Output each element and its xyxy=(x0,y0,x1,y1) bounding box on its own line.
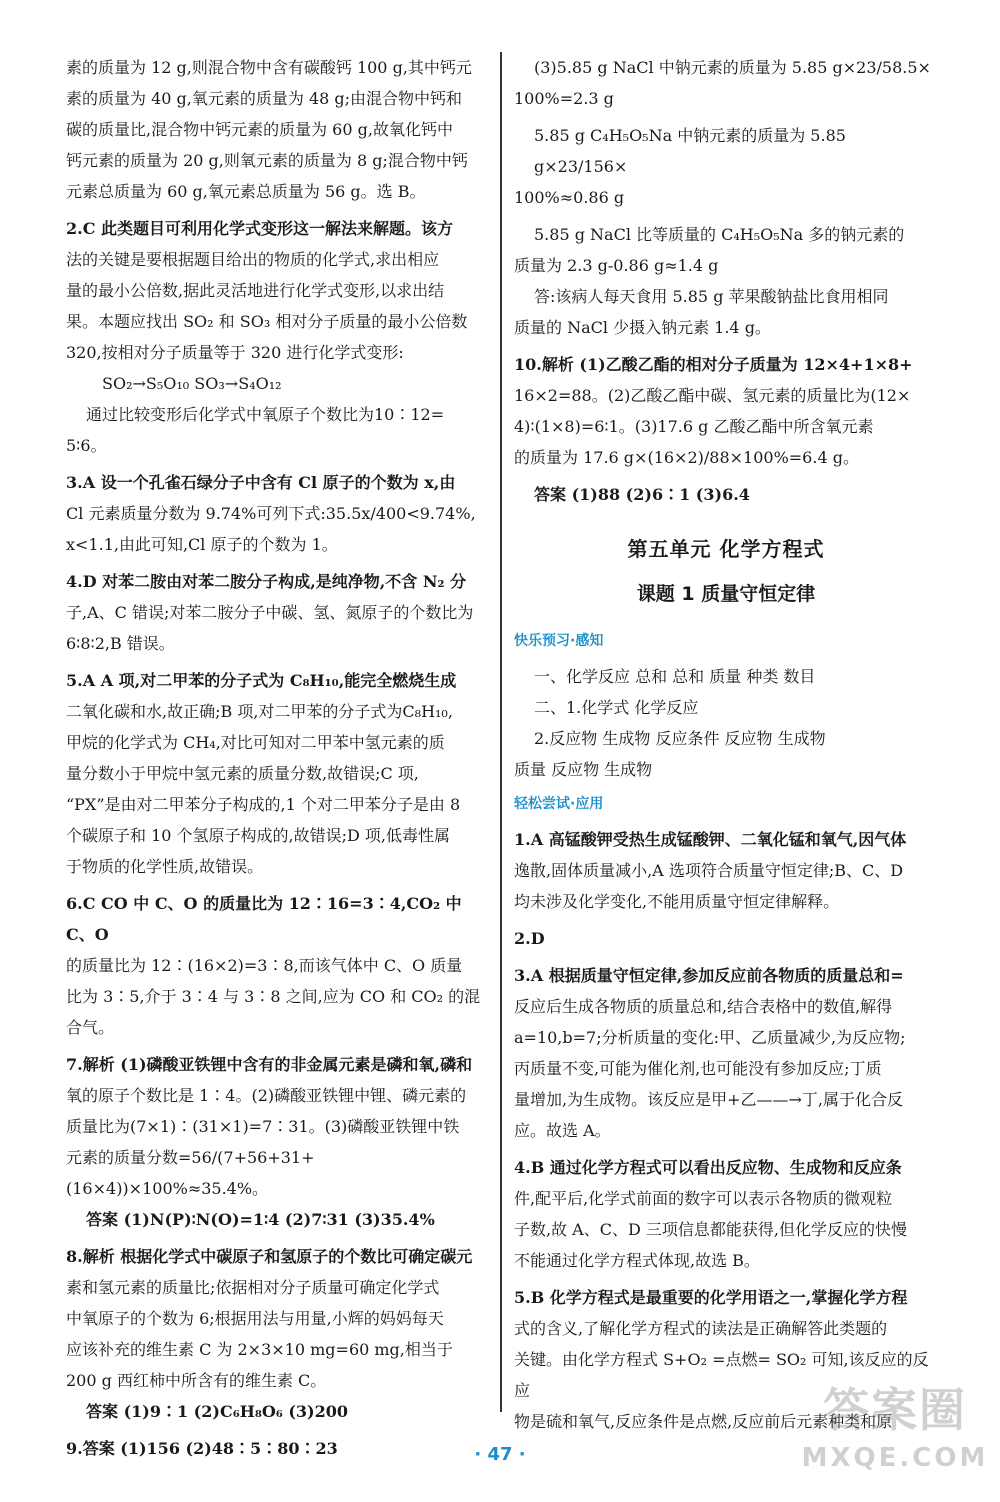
text-line: 元素的质量分数=56/(7+56+31+(16×4))×100%≈35.4%。 xyxy=(66,1148,315,1198)
right-column xyxy=(514,52,938,1437)
watermark-text: 答案圈 xyxy=(823,1383,967,1437)
text-line: 钙元素的质量为 20 g,则氧元素的质量为 8 g;混合物中钙 xyxy=(66,151,468,170)
left-column xyxy=(66,52,488,1464)
text-line: 素的质量为 12 g,则混合物中含有碳酸钙 100 g,其中钙元 xyxy=(66,58,472,77)
text-line: Cl 元素质量分数为 9.74%可列下式:35.5x/400<9.74%, xyxy=(66,504,476,523)
text-line: 果。本题应找出 SO₂ 和 SO₃ 相对分子质量的最小公倍数 xyxy=(66,312,468,331)
text-line: 件,配平后,化学式前面的数字可以表示各物质的微观粒 xyxy=(514,1189,893,1208)
question-8: 8.解析 根据化学式中碳原子和氢原子的个数比可确定碳元 xyxy=(66,1247,473,1266)
text-line: 元素总质量为 60 g,氧元素总质量为 56 g。选 B。 xyxy=(66,182,426,201)
answer-10: 答案 (1)88 (2)6∶1 (3)6.4 xyxy=(534,485,750,504)
text-line: 均未涉及化学变化,不能用质量守恒定律解释。 xyxy=(514,892,840,911)
text-line: 甲烷的化学式为 CH₄,对比可知对二甲苯中氢元素的质 xyxy=(66,733,445,752)
text-line: 质量的 NaCl 少摄入钠元素 1.4 g。 xyxy=(514,318,771,337)
text-line: 的质量比为 12∶(16×2)=3∶8,而该气体中 C、O 质量 xyxy=(66,956,463,975)
text-line: 量的最小公倍数,据此灵活地进行化学式变形,以求出结 xyxy=(66,281,445,300)
formula-line: SO₂→S₅O₁₀ SO₃→S₄O₁₂ xyxy=(102,374,282,393)
text-line: x<1.1,由此可知,Cl 原子的个数为 1。 xyxy=(66,535,338,554)
question-6: 6.C CO 中 C、O 的质量比为 12∶16=3∶4,CO₂ 中 C、O xyxy=(66,894,462,944)
text-line: “PX”是由对二甲苯分子构成的,1 个对二甲苯分子是由 8 xyxy=(66,795,461,814)
text-line: 碳的质量比,混合物中钙元素的质量为 60 g,故氧化钙中 xyxy=(66,120,453,139)
question-3: 3.A 设一个孔雀石绿分子中含有 Cl 原子的个数为 x,由 xyxy=(66,473,456,492)
question-5: 5.A A 项,对二甲苯的分子式为 C₈H₁₀,能完全燃烧生成 xyxy=(66,671,457,690)
text-line: 二、1.化学式 化学反应 xyxy=(534,698,699,717)
text-line: 质量为 2.3 g-0.86 g≈1.4 g xyxy=(514,256,719,275)
section-heading-preview: 快乐预习·感知 xyxy=(514,633,604,649)
question-3: 3.A 根据质量守恒定律,参加反应前各物质的质量总和= xyxy=(514,966,904,985)
text-line: 100%=2.3 g xyxy=(514,89,614,108)
text-line: 5∶6。 xyxy=(66,436,107,455)
question-9: 9.答案 (1)156 (2)48∶5∶80∶23 xyxy=(66,1439,338,1458)
question-10: 10.解析 (1)乙酸乙酯的相对分子质量为 12×4+1×8+ xyxy=(514,355,913,374)
text-line: 4)∶(1×8)=6∶1。(3)17.6 g 乙酸乙酯中所含氧元素 xyxy=(514,417,874,436)
text-line: 的质量为 17.6 g×(16×2)/88×100%=6.4 g。 xyxy=(514,448,859,467)
text-line: 式的含义,了解化学方程式的读法是正确解答此类题的 xyxy=(514,1319,888,1338)
text-line: 量增加,为生成物。该反应是甲+乙——→丁,属于化合反 xyxy=(514,1090,903,1109)
text-line: 一、化学反应 总和 总和 质量 种类 数目 xyxy=(534,667,816,686)
text-line: 16×2=88。(2)乙酸乙酯中碳、氢元素的质量比为(12× xyxy=(514,386,911,405)
text-line: 320,按相对分子质量等于 320 进行化学式变形: xyxy=(66,343,404,362)
question-1: 1.A 高锰酸钾受热生成锰酸钾、二氧化锰和氧气,因气体 xyxy=(514,830,907,849)
question-7: 7.解析 (1)磷酸亚铁锂中含有的非金属元素是磷和氧,磷和 xyxy=(66,1055,473,1074)
text-line: 物是硫和氧气,反应条件是点燃,反应前后元素种类和原 xyxy=(514,1412,893,1431)
text-line: 通过比较变形后化学式中氧原子个数比为10∶12= xyxy=(86,405,445,424)
text-line: 素的质量为 40 g,氧元素的质量为 48 g;由混合物中钙和 xyxy=(66,89,463,108)
text-line: 6∶8∶2,B 错误。 xyxy=(66,634,175,653)
text-line: 子,A、C 错误;对苯二胺分子中碳、氢、氮原子的个数比为 xyxy=(66,603,474,622)
text-line: 应。故选 A。 xyxy=(514,1121,611,1140)
text-line: 比为 3∶5,介于 3∶4 与 3∶8 之间,应为 CO 和 CO₂ 的混 xyxy=(66,987,481,1006)
page-number: · 47 · xyxy=(474,1444,526,1465)
question-4: 4.D 对苯二胺由对苯二胺分子构成,是纯净物,不含 N₂ 分 xyxy=(66,572,467,591)
text-line: 应该补充的维生素 C 为 2×3×10 mg=60 mg,相当于 xyxy=(66,1340,453,1359)
text-line: 5.85 g NaCl 比等质量的 C₄H₅O₅Na 多的钠元素的 xyxy=(534,225,905,244)
lesson-title: 课题 1 质量守恒定律 xyxy=(636,583,816,605)
text-line: 丙质量不变,可能为催化剂,也可能没有参加反应;丁质 xyxy=(514,1059,882,1078)
text-line: 质量 反应物 生成物 xyxy=(514,760,653,779)
answer-8: 答案 (1)9∶1 (2)C₆H₈O₆ (3)200 xyxy=(86,1402,349,1421)
text-line: 二氧化碳和水,故正确;B 项,对二甲苯的分子式为C₈H₁₀, xyxy=(66,702,453,721)
text-line: 答:该病人每天食用 5.85 g 苹果酸钠盐比食用相同 xyxy=(534,287,889,306)
question-2: 2.D xyxy=(514,929,545,948)
text-line: 合气。 xyxy=(66,1018,115,1037)
text-line: 量分数小于甲烷中氢元素的质量分数,故错误;C 项, xyxy=(66,764,419,783)
question-4: 4.B 通过化学方程式可以看出反应物、生成物和反应条 xyxy=(514,1158,902,1177)
text-line: 100%≈0.86 g xyxy=(514,188,625,207)
text-line: 反应后生成各物质的质量总和,结合表格中的数值,解得 xyxy=(514,997,893,1016)
column-divider xyxy=(500,52,502,1412)
text-line: 于物质的化学性质,故错误。 xyxy=(66,857,264,876)
text-line: 中氧原子的个数为 6;根据用法与用量,小辉的妈妈每天 xyxy=(66,1309,444,1328)
text-line: 2.反应物 生成物 反应条件 反应物 生成物 xyxy=(534,729,826,748)
answer-7: 答案 (1)N(P)∶N(O)=1∶4 (2)7∶31 (3)35.4% xyxy=(86,1210,435,1229)
text-line: 不能通过化学方程式体现,故选 B。 xyxy=(514,1251,760,1270)
text-line: 个碳原子和 10 个氢原子构成的,故错误;D 项,低毒性属 xyxy=(66,826,451,845)
question-2: 2.C 此类题目可利用化学式变形这一解法来解题。该方 xyxy=(66,219,454,238)
text-line: 质量比为(7×1)∶(31×1)=7∶31。(3)磷酸亚铁锂中铁 xyxy=(66,1117,460,1136)
question-5: 5.B 化学方程式是最重要的化学用语之一,掌握化学方程 xyxy=(514,1288,908,1307)
text-line: 200 g 西红柿中所含有的维生素 C。 xyxy=(66,1371,327,1390)
watermark-url: MXQE.COM xyxy=(801,1443,989,1473)
text-line: a=10,b=7;分析质量的变化:甲、乙质量减少,为反应物; xyxy=(514,1028,906,1047)
text-line: 法的关键是要根据题目给出的物质的化学式,求出相应 xyxy=(66,250,440,269)
section-heading-apply: 轻松尝试·应用 xyxy=(514,796,604,812)
text-line: (3)5.85 g NaCl 中钠元素的质量为 5.85 g×23/58.5× xyxy=(534,58,931,77)
text-line: 氧的原子个数比是 1∶4。(2)磷酸亚铁锂中锂、磷元素的 xyxy=(66,1086,467,1105)
text-line: 关键。由化学方程式 S+O₂ =点燃= SO₂ 可知,该反应的反应 xyxy=(514,1350,929,1400)
text-line: 素和氢元素的质量比;依据相对分子质量可确定化学式 xyxy=(66,1278,440,1297)
watermark-logo xyxy=(800,1380,990,1490)
unit-title: 第五单元 化学方程式 xyxy=(627,537,825,561)
text-line: 5.85 g C₄H₅O₅Na 中钠元素的质量为 5.85 g×23/156× xyxy=(534,126,846,176)
text-line: 子数,故 A、C、D 三项信息都能获得,但化学反应的快慢 xyxy=(514,1220,907,1239)
text-line: 逸散,固体质量减小,A 选项符合质量守恒定律;B、C、D xyxy=(514,861,904,880)
